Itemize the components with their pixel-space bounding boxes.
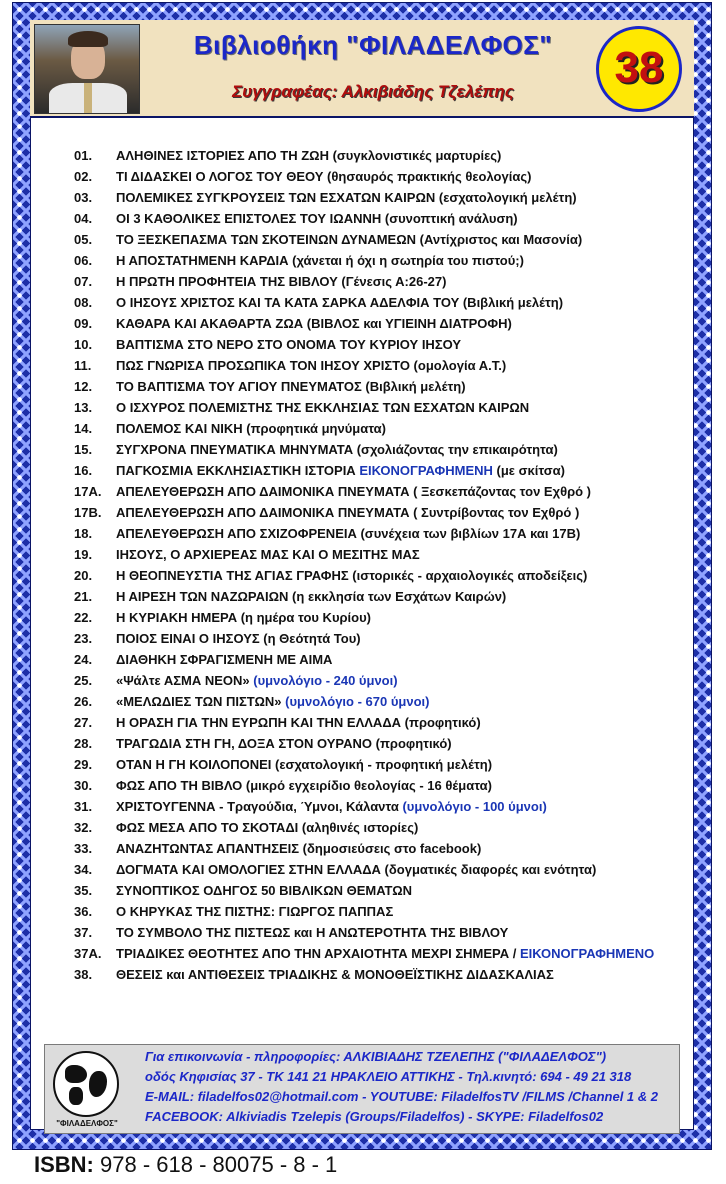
book-list-item [74, 713, 481, 733]
book-number-label: 28. [74, 736, 93, 751]
contact-line-social: FACEBOOK: Alkiviadis Tzelepis (Groups/Filadelfos) - SKYPE: Filadelfos02 [145, 1109, 604, 1124]
book-number-label: 35. [74, 883, 93, 898]
book-number-label: 30. [74, 778, 93, 793]
book-number-label: 25. [74, 673, 93, 688]
book-highlight: (υμνολόγιο - 240 ύμνοι) [253, 673, 398, 688]
book-number: 38 [614, 43, 664, 92]
book-number-label: 36. [74, 904, 93, 919]
author-photo-tie [84, 83, 92, 113]
book-list-item [74, 629, 361, 649]
globe-land-icon [65, 1065, 87, 1083]
book-list-item [74, 965, 554, 985]
book-title: ΤΟ ΣΥΜΒΟΛΟ ΤΗΣ ΠΙΣΤΕΩΣ και Η ΑΝΩΤΕΡΟΤΗΤΑ ΤΗΣ ΒΙΒΛΟΥ [116, 925, 509, 940]
book-highlight: (υμνολόγιο - 100 ύμνοι) [402, 799, 547, 814]
book-number-label: 37. [74, 925, 93, 940]
book-title: ΣΥΝΟΠΤΙΚΟΣ ΟΔΗΓΟΣ 50 ΒΙΒΛΙΚΩΝ ΘΕΜΑΤΩΝ [116, 883, 413, 898]
book-number-label: 16. [74, 463, 93, 478]
book-title: ΙΗΣΟΥΣ, Ο ΑΡΧΙΕΡΕΑΣ ΜΑΣ ΚΑΙ Ο ΜΕΣΙΤΗΣ ΜΑΣ [116, 547, 420, 562]
book-title: ΟΙ 3 ΚΑΘΟΛΙΚΕΣ ΕΠΙΣΤΟΛΕΣ ΤΟΥ ΙΩΑΝΝΗ (συνοπτική ανάλυση) [116, 211, 518, 226]
book-list-item [74, 860, 596, 880]
book-number-label: 38. [74, 967, 93, 982]
book-list-item [74, 818, 418, 838]
book-title: ΠΩΣ ΓΝΩΡΙΣΑ ΠΡΟΣΩΠΙΚΑ ΤΟΝ ΙΗΣΟΥ ΧΡΙΣΤΟ (ομολογία Α.Τ.) [116, 358, 507, 373]
book-title: ΑΛΗΘΙΝΕΣ ΙΣΤΟΡΙΕΣ ΑΠΟ ΤΗ ΖΩΗ (συγκλονιστικές μαρτυρίες) [116, 148, 502, 163]
book-list-item [74, 566, 587, 586]
book-list-item [74, 293, 563, 313]
book-list-item [74, 587, 506, 607]
book-number-label: 11. [74, 358, 92, 373]
book-list-item [74, 167, 531, 187]
book-list-item [74, 650, 332, 670]
book-note: (με σκίτσα) [492, 463, 565, 478]
book-title: Η ΑΙΡΕΣΗ ΤΩΝ ΝΑΖΩΡΑΙΩΝ (η εκκλησία των Εσχάτων Καιρών) [116, 589, 507, 604]
book-list-item [74, 839, 481, 859]
globe-land-icon [69, 1087, 83, 1105]
book-list-item [74, 356, 506, 376]
book-highlight: (υμνολόγιο - 670 ύμνοι) [285, 694, 430, 709]
book-number-label: 08. [74, 295, 93, 310]
book-list-item [74, 230, 582, 250]
book-number-label: 29. [74, 757, 93, 772]
isbn-label: ISBN: [34, 1152, 94, 1177]
book-title: ΤΟ ΒΑΠΤΙΣΜΑ ΤΟΥ ΑΓΙΟΥ ΠΝΕΥΜΑΤΟΣ (Βιβλική μελέτη) [116, 379, 466, 394]
book-list-item [74, 146, 501, 166]
isbn-value: 978 - 618 - 80075 - 8 - 1 [100, 1152, 338, 1177]
book-number-label: 17Β. [74, 505, 102, 520]
book-number-label: 37Α. [74, 946, 102, 961]
book-list-item [74, 902, 393, 922]
book-number-label: 33. [74, 841, 93, 856]
book-title: Η ΟΡΑΣΗ ΓΙΑ ΤΗΝ ΕΥΡΩΠΗ ΚΑΙ ΤΗΝ ΕΛΛΑΔΑ (προφητικό) [116, 715, 481, 730]
book-number-label: 31. [74, 799, 93, 814]
book-title: ΒΑΠΤΙΣΜΑ ΣΤΟ ΝΕΡΟ ΣΤΟ ΟΝΟΜΑ ΤΟΥ ΚΥΡΙΟΥ ΙΗΣΟΥ [116, 337, 462, 352]
book-number-label: 07. [74, 274, 93, 289]
book-title: Η ΚΥΡΙΑΚΗ ΗΜΕΡΑ (η ημέρα του Κυρίου) [116, 610, 372, 625]
book-title: ΤΙ ΔΙΔΑΣΚΕΙ Ο ΛΟΓΟΣ ΤΟΥ ΘΕΟΥ (θησαυρός πρακτικής θεολογίας) [116, 169, 532, 184]
book-title: ΟΤΑΝ Η ΓΗ ΚΟΙΛΟΠΟΝΕΙ (εσχατολογική - προφητική μελέτη) [116, 757, 493, 772]
book-title: ΦΩΣ ΑΠΟ ΤΗ ΒΙΒΛΟ (μικρό εγχειρίδιο θεολογίας - 16 θέματα) [116, 778, 492, 793]
book-list-item [74, 797, 547, 817]
book-number-label: 12. [74, 379, 93, 394]
book-number-label: 21. [74, 589, 93, 604]
book-list-item [74, 755, 492, 775]
book-number-label: 27. [74, 715, 93, 730]
book-list-item [74, 377, 466, 397]
book-number-label: 17Α. [74, 484, 102, 499]
book-number-label: 18. [74, 526, 93, 541]
book-title: Η ΠΡΩΤΗ ΠΡΟΦΗΤΕΙΑ ΤΗΣ ΒΙΒΛΟΥ (Γένεσις Α:26-27) [116, 274, 447, 289]
author-photo [34, 24, 140, 114]
book-list-item [74, 335, 461, 355]
book-title: Ο ΙΗΣΟΥΣ ΧΡΙΣΤΟΣ ΚΑΙ ΤΑ ΚΑΤΑ ΣΑΡΚΑ ΑΔΕΛΦΙΑ ΤΟΥ (Βιβλική μελέτη) [116, 295, 564, 310]
book-title: ΚΑΘΑΡΑ ΚΑΙ ΑΚΑΘΑΡΤΑ ΖΩΑ (ΒΙΒΛΟΣ και ΥΓΙΕΙΝΗ ΔΙΑΤΡΟΦΗ) [116, 316, 512, 331]
book-list-item [74, 188, 577, 208]
contact-footer [44, 1044, 680, 1134]
book-title: Ο ΙΣΧΥΡΟΣ ΠΟΛΕΜΙΣΤΗΣ ΤΗΣ ΕΚΚΛΗΣΙΑΣ ΤΩΝ ΕΣΧΑΤΩΝ ΚΑΙΡΩΝ [116, 400, 530, 415]
book-number-label: 34. [74, 862, 93, 877]
book-list-item [74, 314, 512, 334]
book-number-label: 23. [74, 631, 93, 646]
book-title: ΤΟ ΞΕΣΚΕΠΑΣΜΑ ΤΩΝ ΣΚΟΤΕΙΝΩΝ ΔΥΝΑΜΕΩΝ (Αντίχριστος και Μασονία) [116, 232, 583, 247]
book-title: ΠΟΛΕΜΙΚΕΣ ΣΥΓΚΡΟΥΣΕΙΣ ΤΩΝ ΕΣΧΑΤΩΝ ΚΑΙΡΩΝ (εσχατολογική μελέτη) [116, 190, 577, 205]
book-list-item [74, 251, 524, 271]
book-number-badge [596, 26, 682, 112]
book-list-item [74, 272, 446, 292]
book-title: ΧΡΙΣΤΟΥΓΕΝΝΑ - Τραγούδια, Ύμνοι, Κάλαντα [116, 799, 403, 814]
book-title: ΤΡΙΑΔΙΚΕΣ ΘΕΟΤΗΤΕΣ ΑΠΟ ΤΗΝ ΑΡΧΑΙΟΤΗΤΑ ΜΕΧΡΙ ΣΗΜΕΡΑ / [116, 946, 520, 961]
book-number-label: 32. [74, 820, 93, 835]
book-number-label: 14. [74, 421, 93, 436]
book-number-label: 04. [74, 211, 93, 226]
book-list-item [74, 419, 386, 439]
book-number-label: 24. [74, 652, 93, 667]
book-title: ΦΩΣ ΜΕΣΑ ΑΠΟ ΤΟ ΣΚΟΤΑΔΙ (αληθινές ιστορίες) [116, 820, 419, 835]
author-photo-hair [68, 31, 108, 47]
book-list-item [74, 608, 371, 628]
book-title: ΠΟΙΟΣ ΕΙΝΑΙ Ο ΙΗΣΟΥΣ (η Θεότητά Του) [116, 631, 361, 646]
book-list-item [74, 482, 591, 502]
contact-line-info: Για επικοινωνία - πληροφορίες: ΑΛΚΙΒΙΑΔΗΣ ΤΖΕΛΕΠΗΣ ("ΦΙΛΑΔΕΛΦΟΣ") [145, 1049, 607, 1064]
book-list-item [74, 734, 452, 754]
book-title: Η ΘΕΟΠΝΕΥΣΤΙΑ ΤΗΣ ΑΓΙΑΣ ΓΡΑΦΗΣ (ιστορικές - αρχαιολογικές αποδείξεις) [116, 568, 588, 583]
book-number-label: 20. [74, 568, 93, 583]
book-list-item [74, 881, 412, 901]
book-title: ΔΟΓΜΑΤΑ ΚΑΙ ΟΜΟΛΟΓΙΕΣ ΣΤΗΝ ΕΛΛΑΔΑ (δογματικές διαφορές και ενότητα) [116, 862, 597, 877]
book-list-item [74, 440, 558, 460]
book-title: «ΜΕΛΩΔΙΕΣ ΤΩΝ ΠΙΣΤΩΝ» [116, 694, 286, 709]
book-title: «Ψάλτε ΑΣΜΑ ΝΕΟΝ» [116, 673, 254, 688]
book-number-label: 03. [74, 190, 93, 205]
book-list-item [74, 398, 529, 418]
book-number-label: 22. [74, 610, 93, 625]
book-number-label: 15. [74, 442, 93, 457]
library-title: Βιβλιοθήκη "ΦΙΛΑΔΕΛΦΟΣ" [193, 30, 553, 60]
book-number-label: 09. [74, 316, 93, 331]
book-title: ΠΑΓΚΟΣΜΙΑ ΕΚΚΛΗΣΙΑΣΤΙΚΗ ΙΣΤΟΡΙΑ [116, 463, 360, 478]
book-title: Ο ΚΗΡΥΚΑΣ ΤΗΣ ΠΙΣΤΗΣ: ΓΙΩΡΓΟΣ ΠΑΠΠΑΣ [116, 904, 394, 919]
book-number-label: 19. [74, 547, 93, 562]
book-list-item [74, 776, 492, 796]
book-title: ΑΠΕΛΕΥΘΕΡΩΣΗ ΑΠΟ ΔΑΙΜΟΝΙΚΑ ΠΝΕΥΜΑΤΑ ( Συντρίβοντας τον Εχθρό ) [116, 505, 580, 520]
book-list-item [74, 545, 420, 565]
book-highlight: ΕΙΚΟΝΟΓΡΑΦΗΜΕΝΗ [359, 463, 493, 478]
book-number-label: 06. [74, 253, 93, 268]
book-title: ΘΕΣΕΙΣ και ΑΝΤΙΘΕΣΕΙΣ ΤΡΙΑΔΙΚΗΣ & ΜΟΝΟΘΕΪΣΤΙΚΗΣ ΔΙΔΑΣΚΑΛΙΑΣ [116, 967, 554, 982]
book-list-item [74, 671, 398, 691]
isbn-line [34, 1152, 337, 1178]
globe-logo-icon [53, 1051, 119, 1117]
book-number-label: 10. [74, 337, 93, 352]
book-title: ΑΝΑΖΗΤΩΝΤΑΣ ΑΠΑΝΤΗΣΕΙΣ (δημοσιεύσεις στο facebook) [116, 841, 482, 856]
book-number-label: 02. [74, 169, 93, 184]
header-banner [30, 20, 694, 118]
book-number-label: 01. [74, 148, 93, 163]
book-title: ΑΠΕΛΕΥΘΕΡΩΣΗ ΑΠΟ ΣΧΙΖΟΦΡΕΝΕΙΑ (συνέχεια των βιβλίων 17Α και 17Β) [116, 526, 581, 541]
book-number-label: 26. [74, 694, 93, 709]
book-number-label: 13. [74, 400, 93, 415]
book-list-item [74, 461, 565, 481]
book-list-item [74, 923, 508, 943]
book-title: ΤΡΑΓΩΔΙΑ ΣΤΗ ΓΗ, ΔΟΞΑ ΣΤΟΝ ΟΥΡΑΝΟ (προφητικό) [116, 736, 452, 751]
book-highlight: ΕΙΚΟΝΟΓΡΑΦΗΜΕΝΟ [519, 946, 655, 961]
book-title: ΣΥΓΧΡΟΝΑ ΠΝΕΥΜΑΤΙΚΑ ΜΗΝΥΜΑΤΑ (σχολιάζοντας την επικαιρότητα) [116, 442, 558, 457]
globe-land-icon [89, 1071, 107, 1097]
book-list-item [74, 692, 429, 712]
book-title: ΠΟΛΕΜΟΣ ΚΑΙ ΝΙΚΗ (προφητικά μηνύματα) [116, 421, 386, 436]
book-list-item [74, 503, 579, 523]
author-name: Συγγραφέας: Αλκιβιάδης Τζελέπης [232, 82, 514, 101]
book-number-label: 05. [74, 232, 93, 247]
contact-line-email: E-MAIL: filadelfos02@hotmail.com - YOUTUBE: FiladelfosTV /FILMS /Channel 1 & 2 [145, 1089, 658, 1104]
logo-label: "ΦΙΛΑΔΕΛΦΟΣ" [56, 1119, 118, 1128]
book-list-item [74, 209, 518, 229]
book-title: Η ΑΠΟΣΤΑΤΗΜΕΝΗ ΚΑΡΔΙΑ (χάνεται ή όχι η σωτηρία του πιστού;) [116, 253, 524, 268]
book-title: ΔΙΑΘΗΚΗ ΣΦΡΑΓΙΣΜΕΝΗ ΜΕ ΑΙΜΑ [116, 652, 333, 667]
contact-line-address: οδός Κηφισίας 37 - ΤΚ 141 21 ΗΡΑΚΛΕΙΟ ΑΤΤΙΚΗΣ - Τηλ.κινητό: 694 - 49 21 318 [145, 1069, 632, 1084]
book-list-item [74, 524, 580, 544]
book-title: ΑΠΕΛΕΥΘΕΡΩΣΗ ΑΠΟ ΔΑΙΜΟΝΙΚΑ ΠΝΕΥΜΑΤΑ ( Ξεσκεπάζοντας τον Εχθρό ) [116, 484, 592, 499]
book-list-item [74, 944, 654, 964]
